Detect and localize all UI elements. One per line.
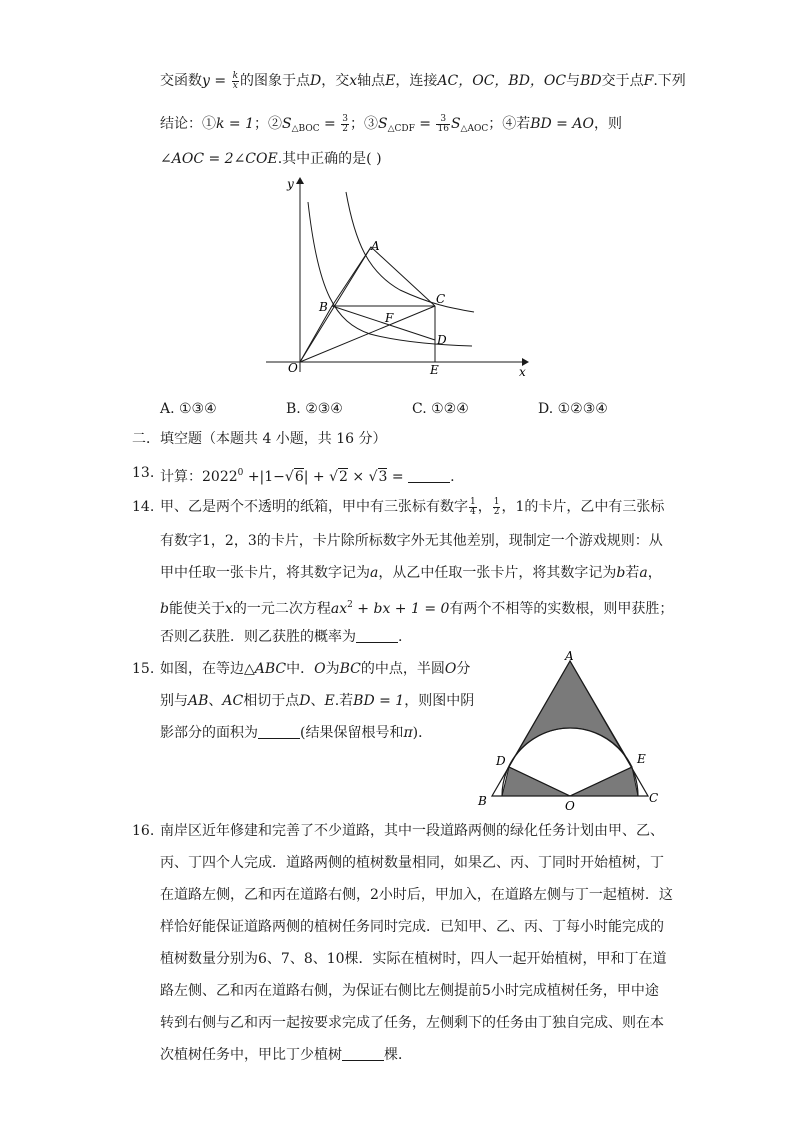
label-y: y <box>287 177 294 191</box>
q16-line2: 丙、丁四个人完成．道路两侧的植树数量相同，如果乙、丙、丁同时开始植树，丁 <box>160 855 664 871</box>
label-D: D <box>437 333 447 347</box>
q12-line1: 交函数y = $\frac{k}{x}$ 的图象于点D，交x轴点E，连接AC，OC，BD，OC与BD交于点F.下列 <box>160 70 686 91</box>
q15-answer-blank[interactable] <box>258 724 300 739</box>
q16-line4: 样恰好能保证道路两侧的植树任务同时完成．已知甲、乙、丙、丁每小时能完成的 <box>160 919 664 935</box>
segment-OB <box>300 306 332 362</box>
choice-b[interactable]: B. ②③④ <box>286 401 343 417</box>
hyperbola-figure <box>260 172 540 380</box>
label-B: B <box>319 300 328 314</box>
q14-answer-blank[interactable] <box>356 628 398 643</box>
outer-hyperbola <box>346 192 474 312</box>
segment-OC <box>300 306 435 362</box>
q16-line7: 转到右侧与乙和丙一起按要求完成了任务，左侧剩下的任务由丁独自完成、则在本 <box>160 1015 664 1031</box>
q14-line1: 甲、乙是两个不透明的纸箱，甲中有三张标有数字 $\frac{1}{4}$ ， $\frac{1}{2}$ ，1的卡片，乙中有三张标 <box>160 496 665 517</box>
label-x: x <box>519 365 526 379</box>
q14-line2: 有数字1，2，3的卡片，卡片除所标数字外无其他差别，现制定一个游戏规则：从 <box>160 533 663 549</box>
top-shaded-region <box>509 661 632 767</box>
q13-answer-blank[interactable] <box>408 468 450 483</box>
label-D: D <box>496 754 506 768</box>
q14-line5: 否则乙获胜．则乙获胜的概率为 . <box>160 629 403 645</box>
section-title: 二．填空题（本题共 4 小题，共 16 分） <box>132 431 387 447</box>
q16-line6: 路左侧、乙和丙在道路右侧，为保证右侧比左侧提前5小时完成植树任务，甲中途 <box>160 983 659 999</box>
label-E: E <box>637 752 646 766</box>
label-C: C <box>649 791 659 805</box>
segment-AB <box>332 247 371 306</box>
q15-line2: 别与AB、AC相切于点D、E.若BD = 1，则图中阴 <box>160 693 475 709</box>
label-B: B <box>478 794 487 808</box>
q16-line3: 在道路左侧，乙和丙在道路右侧，2小时后，甲加入，在道路左侧与丁一起植树．这 <box>160 887 673 903</box>
label-A: A <box>371 239 380 253</box>
choice-d[interactable]: D. ①②③④ <box>538 401 608 417</box>
label-C: C <box>436 292 446 306</box>
q16-number: 16. <box>132 823 155 839</box>
label-F: F <box>385 311 394 325</box>
label-E: E <box>430 363 439 377</box>
q16-answer-blank[interactable] <box>342 1046 384 1061</box>
q15-line1: 如图，在等边△ABC中．O为BC的中点，半圆O分 <box>160 661 471 677</box>
q13-number: 13. <box>132 465 155 481</box>
q16-line1: 南岸区近年修建和完善了不少道路，其中一段道路两侧的绿化任务计划由甲、乙、 <box>160 823 664 839</box>
q16-line5: 植树数量分别为6、7、8、10棵．实际在植树时，四人一起开始植树，甲和丁在道 <box>160 951 667 967</box>
segment-BD <box>332 306 435 340</box>
q14-line4: b能使关于x的一元二次方程$ax^2$ + bx + 1 = 0有两个不相等的实数根，则甲获胜； <box>160 600 674 617</box>
triangle-semicircle-figure <box>472 648 668 814</box>
label-O: O <box>565 799 575 813</box>
q15-number: 15. <box>132 661 155 677</box>
q15-line3: 影部分的面积为 (结果保留根号和π)． <box>160 725 433 741</box>
label-O: O <box>288 361 298 375</box>
q16-line8: 次植树任务中，甲比丁少植树 棵． <box>160 1047 412 1063</box>
q12-line3: ∠AOC = 2∠COE.其中正确的是( ) <box>160 151 382 167</box>
label-A: A <box>565 649 574 663</box>
q12-line2: 结论：①k = 1；$②S_{\triangle BOC}$ = $\frac{3}{2}$ ；$③S_{\triangle CDF}$ = $\frac{3}{16}$ $S_{\triangle AOC}$；④若BD = AO，则 <box>160 113 622 134</box>
q13-text: 计算：$2022^0 +|1-√6| + √2 \times √3$ = . <box>160 468 455 485</box>
choice-a[interactable]: A. ①③④ <box>160 401 217 417</box>
q14-number: 14. <box>132 499 155 515</box>
q14-line3: 甲中任取一张卡片，将其数字记为a，从乙中任取一张卡片，将其数字记为b若a， <box>160 565 662 581</box>
choice-c[interactable]: C. ①②④ <box>412 401 469 417</box>
